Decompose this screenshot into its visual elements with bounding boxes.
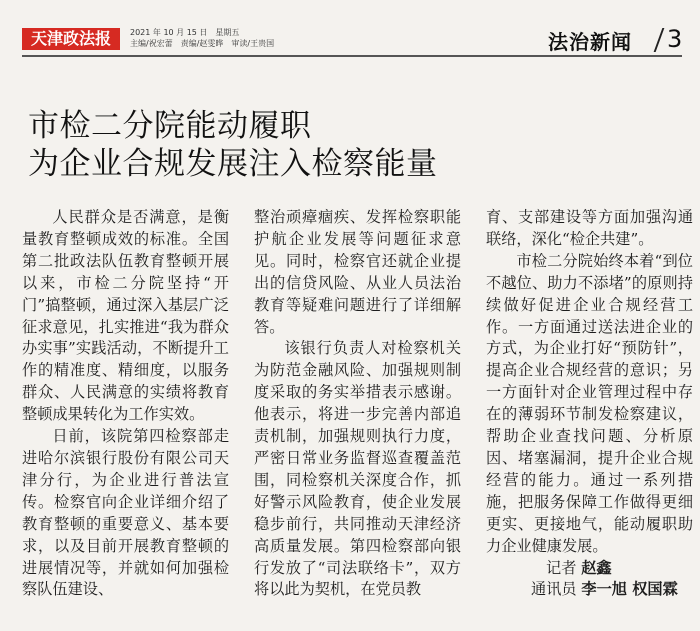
reporter-credit	[486, 558, 693, 580]
section-title: 法治新闻	[548, 30, 632, 54]
paragraph: 人民群众是否满意，是衡量教育整顿成效的标准。全国第二批政法队伍教育整顿开展以来，市检二分院坚持“开门”搞整顿，通过深入基层广泛征求意见，扎实推进“我为群众办实事”实践活动，不断提升工作的精准度、精细度，以服务群众、人民满意的实绩将教育整顿成果转化为工作实效。	[22, 208, 229, 424]
reporter-name: 赵鑫	[581, 558, 612, 577]
newspaper-logo: 天津政法报	[22, 28, 120, 50]
paragraph: 该银行负责人对检察机关为防范金融风险、加强规则制度采取的务实举措表示感谢。他表示，将进一步完善内部追责机制，加强规则执行力度，严密日常业务监督巡查覆盖范围，同检察机关深度合作，抓好警示风险教育，使企业发展稳步前行，共同推动天津经济高质量发展。第四检察部向银行发放了“司法联络卡”，双方将以此为契机，在党员教	[254, 339, 461, 599]
section-divider	[654, 28, 665, 52]
article-column-1	[22, 207, 229, 601]
issue-meta	[130, 27, 274, 49]
headline-line-2: 为企业合规发展注入检察能量	[28, 146, 438, 182]
correspondent-credit	[486, 579, 693, 601]
issue-date: 2021 年 10 月 15 日 星期五	[130, 28, 240, 37]
article-column-3	[486, 207, 693, 601]
reporter-label: 记者	[546, 558, 577, 577]
page-number: 3	[667, 25, 683, 53]
paragraph: 育、支部建设等方面加强沟通联络，深化“检企共建”。	[486, 208, 693, 248]
correspondent-names: 李一旭 权国霖	[581, 580, 678, 599]
masthead	[0, 0, 700, 52]
headline-line-1: 市检二分院能动履职	[28, 108, 312, 144]
correspondent-label: 通讯员	[531, 580, 577, 599]
paragraph: 整治顽瘴痼疾、发挥检察职能护航企业发展等问题征求意见。同时，检察官还就企业提出的信贷风险、从业人员法治教育等疑难问题进行了详细解答。	[254, 208, 461, 336]
byline	[486, 558, 693, 602]
header-rule	[22, 55, 682, 57]
paragraph: 市检二分院始终本着“到位不越位、助力不添堵”的原则持续做好促进企业合规经营工作。一方面通过送法进企业的方式，为企业打好“预防针”，提高企业合规经营的意识；另一方面针对企业管理过程中存在的薄弱环节制发检察建议，帮助企业查找问题、分析原因、堵塞漏洞，提升企业合规经营的能力。通过一系列措施，把服务保障工作做得更细更实、更接地气，能动履职助力企业健康发展。	[486, 251, 693, 555]
editors-credit: 主编/祝宏蕾 责编/赵雯晔 审读/王贵国	[130, 39, 275, 48]
headline	[28, 107, 438, 183]
article-column-2	[254, 207, 461, 601]
paragraph: 日前，该院第四检察部走进哈尔滨银行股份有限公司天津分行，为企业进行普法宣传。检察官向企业详细介绍了教育整顿的重要意义、基本要求，以及目前开展教育整顿的进展情况等，并就如何加强检察队伍建设、	[22, 427, 229, 599]
